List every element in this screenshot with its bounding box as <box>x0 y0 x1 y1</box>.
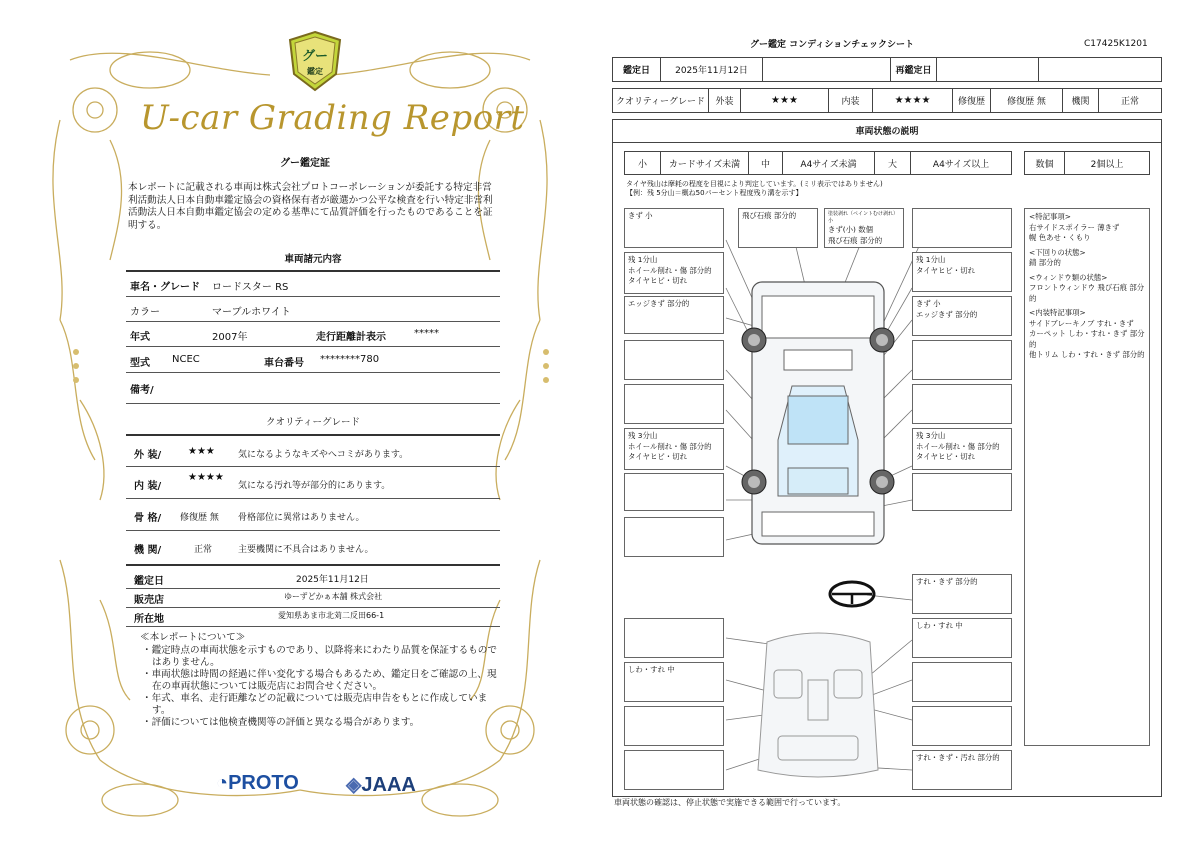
divider <box>126 372 500 373</box>
interior-top-view <box>758 633 878 777</box>
shop-value: ゆーずどかぁ本舗 株式会社 <box>284 592 383 601</box>
note-item: ・年式、車名、走行距離などの記載については販売店申告をもとに作成しています。 <box>142 693 488 716</box>
callout-steering: すれ・きず 部分的 <box>912 574 1012 614</box>
note-line: 他トリム しわ・すれ・きず 部分的 <box>1029 350 1145 359</box>
size-mid: 中 <box>749 152 783 174</box>
divider <box>126 296 500 297</box>
grade-exterior-desc: 気になるようなキズやへコミがあります。 <box>238 450 409 460</box>
grade-exterior-label: 外 装/ <box>134 450 162 461</box>
address-value: 愛知県あま市北苅二反田66-1 <box>278 611 385 620</box>
callout-left-fender: エッジきず 部分的 <box>624 296 724 334</box>
note-line: <ウィンドウ類の状態> <box>1029 272 1108 282</box>
callout-left-side <box>624 384 724 424</box>
callout-roof-text: きず(小) 数個 飛び石痕 部分的 <box>828 225 883 245</box>
grade-frame-desc: 骨格部位に異常はありません。 <box>238 513 365 523</box>
note-item: ・鑑定時点の車両状態を示すものであり、以降将来にわたり品質を保証するものではありません。 <box>142 645 497 668</box>
divider <box>126 466 500 467</box>
size-large-desc: A4サイズ以上 <box>932 159 990 170</box>
address-label: 所在地 <box>134 614 164 625</box>
date-blank <box>763 58 891 81</box>
callout-dash-right: しわ・すれ 中 <box>912 618 1012 658</box>
color-label: カラー <box>130 307 160 318</box>
shield-logo-icon <box>286 30 344 92</box>
condition-heading: 車両状態の説明 <box>612 119 1162 143</box>
mileage-label: 走行距離計表示 <box>316 332 386 343</box>
grade-frame-label: 骨 格/ <box>134 513 162 524</box>
grade-interior-label: 内 装/ <box>134 481 162 492</box>
count-legend <box>1024 151 1150 175</box>
exterior-stars: ★★★ <box>741 89 829 112</box>
callout-front-left-tire: 残 1分山 ホイール削れ・傷 部分的 タイヤヒビ・切れ <box>624 252 724 294</box>
chassis-value: ********780 <box>320 354 380 365</box>
count-desc: 2個以上 <box>1090 159 1124 170</box>
size-small: 小 <box>625 152 661 174</box>
callout-seat-right <box>912 662 1012 702</box>
report-notes <box>140 632 500 729</box>
size-large: 大 <box>875 152 911 174</box>
interior-stars: ★★★★ <box>873 89 953 112</box>
divider <box>126 564 500 566</box>
svg-text:グー: グー <box>301 49 329 64</box>
note-line: サイドブレーキノブ すれ・きず <box>1029 318 1134 328</box>
callout-dash-left <box>624 618 724 658</box>
note-line: <特記事項> <box>1029 212 1071 221</box>
svg-text:鑑定: 鑑定 <box>307 67 323 76</box>
callout-front-left: きず 小 <box>624 208 724 248</box>
name-label: 車名・グレード <box>130 282 200 293</box>
engine-value: 正常 <box>1120 97 1139 107</box>
callout-rear-left-tire: 残 3分山 ホイール削れ・傷 部分的 タイヤヒビ・切れ <box>624 428 724 470</box>
year-label: 年式 <box>130 332 150 343</box>
date-label: 鑑定日 <box>613 58 661 81</box>
sheet-title: グー鑑定 コンディションチェックシート <box>750 40 914 50</box>
note-item: ・車両状態は時間の経過に伴い変化する場合もあるため、鑑定日をご確認の上、現在の車両状態については販売店にお問合せください。 <box>142 669 497 692</box>
condition-check-sheet <box>600 0 1200 848</box>
divider <box>126 588 500 589</box>
grade-engine-desc: 主要機関に不具合はありません。 <box>238 545 374 555</box>
callout-seat-left: しわ・すれ 中 <box>624 662 724 702</box>
date-label: 鑑定日 <box>134 576 164 587</box>
notes-heading: ≪本レポートについて≫ <box>140 632 246 643</box>
divider <box>126 321 500 322</box>
date-value: 2025年11月12日 <box>661 58 763 81</box>
exterior-label: 外装 <box>709 89 741 112</box>
year-value: 2007年 <box>212 332 248 343</box>
count-label: 数個 <box>1025 152 1065 174</box>
note-line: 幌 色あせ・くもり <box>1029 233 1091 242</box>
divider <box>126 434 500 436</box>
callout-left-door <box>624 340 724 380</box>
model-value: NCEC <box>172 354 200 365</box>
footer-logos <box>216 768 416 802</box>
callout-front-right-tire: 残 1分山 タイヤヒビ・切れ <box>912 252 1012 292</box>
report-title: U-car Grading Report <box>140 98 525 138</box>
car-top-view <box>742 282 894 544</box>
sheet-id: C17425K1201 <box>1084 39 1148 49</box>
redate-label: 再鑑定日 <box>891 58 937 81</box>
model-label: 型式 <box>130 358 150 369</box>
note-item: ・評価については他検査機関等の評価と異なる場合があります。 <box>142 717 420 728</box>
divider <box>126 346 500 347</box>
callout-rear-left <box>624 473 724 511</box>
tire-note: タイヤ残山は摩耗の程度を目視により判定しています。(ミリ表示ではありません) <box>626 180 883 188</box>
divider <box>126 607 500 608</box>
color-value: マーブルホワイト <box>212 307 291 318</box>
note-line: フロントウィンドウ 飛び石痕 部分的 <box>1029 283 1145 303</box>
note-line: 右サイドスポイラー 薄きず <box>1029 222 1120 232</box>
date-value: 2025年11月12日 <box>296 575 369 585</box>
tire-example: 【例：残 5分山＝概ね50パーセント程度残り溝を示す】 <box>626 189 803 197</box>
size-small-desc: カードサイズ未満 <box>661 152 749 174</box>
remarks-label: 備考/ <box>130 385 154 396</box>
goo-kantei-badge <box>286 30 344 92</box>
callout-right-fender: きず 小 エッジきず 部分的 <box>912 296 1012 336</box>
callout-right-door <box>912 340 1012 380</box>
callout-rear-right <box>912 473 1012 511</box>
proto-logo: ◔PROTO <box>216 772 299 794</box>
callout-rear-right-tire: 残 3分山 ホイール削れ・傷 部分的 タイヤヒビ・切れ <box>912 428 1012 470</box>
note-line: <下回りの状態> <box>1029 247 1086 257</box>
callout-console-right <box>912 706 1012 746</box>
spec-heading: 車両諸元内容 <box>284 254 342 265</box>
mileage-value: ***** <box>414 328 439 339</box>
callout-floor-left <box>624 750 724 790</box>
note-line: <内装特記事項> <box>1029 308 1086 317</box>
callout-floor-right: すれ・きず・汚れ 部分的 <box>912 750 1012 790</box>
engine-label: 機関 <box>1063 89 1099 112</box>
size-mid-desc: A4サイズ未満 <box>783 152 875 174</box>
proto-mark-icon: ◔ <box>216 772 229 794</box>
interior-label: 内装 <box>829 89 873 112</box>
repair-value: 修復歴 無 <box>991 89 1063 112</box>
note-line: 錆 部分的 <box>1029 258 1061 267</box>
repair-label: 修復歴 <box>953 89 991 112</box>
jaaa-logo: ◈JAAA <box>346 774 416 796</box>
name-value: ロードスター RS <box>212 282 289 293</box>
size-legend <box>624 151 1012 175</box>
quality-label: クオリティーグレード <box>613 89 709 112</box>
footer-note: 車両状態の確認は、停止状態で実施できる範囲で行っています。 <box>614 798 846 807</box>
grade-engine-value: 正常 <box>194 545 213 555</box>
quality-heading: クオリティーグレード <box>265 417 361 428</box>
note-line: カーペット しわ・すれ・きず 部分的 <box>1029 329 1145 349</box>
shop-label: 販売店 <box>134 595 164 606</box>
divider <box>126 403 500 404</box>
jaaa-mark-icon: ◈ <box>346 774 362 796</box>
grade-frame-value: 修復歴 無 <box>180 513 219 523</box>
grade-exterior-stars: ★★★ <box>188 446 215 457</box>
callout-roof <box>824 208 904 248</box>
quality-row <box>612 88 1162 113</box>
steering-wheel-icon <box>830 582 874 606</box>
callout-roof-small: 塗装剥れ（ペイントむけ剥れ）小 <box>828 211 899 224</box>
callout-right-side <box>912 384 1012 424</box>
divider <box>126 270 500 272</box>
divider <box>126 530 500 531</box>
callout-console-left <box>624 706 724 746</box>
grade-interior-desc: 気になる汚れ等が部分的にあります。 <box>238 481 391 491</box>
grade-interior-stars: ★★★★ <box>188 472 224 483</box>
callout-front-right <box>912 208 1012 248</box>
callout-hood: 飛び石痕 部分的 <box>738 208 818 248</box>
intro-text: 本レポートに記載される車両は株式会社プロトコーポレーションが委託する特定非営利活動法人日本自動車鑑定協会の資格保有者が厳選かつ公平な検査を行い特定非営利活動法人日本自動車鑑定協会の定める基準にて品質評価を行ったものであることを証明する。 <box>128 182 493 231</box>
redate-value <box>937 58 1039 81</box>
redate-blank <box>1039 58 1161 81</box>
chassis-label: 車台番号 <box>264 358 304 369</box>
divider <box>126 498 500 499</box>
certificate-title: グー鑑定証 <box>280 158 330 169</box>
divider <box>126 626 500 627</box>
special-notes-panel <box>1024 208 1150 746</box>
date-row <box>612 57 1162 82</box>
grade-engine-label: 機 関/ <box>134 545 162 556</box>
callout-rear <box>624 517 724 557</box>
